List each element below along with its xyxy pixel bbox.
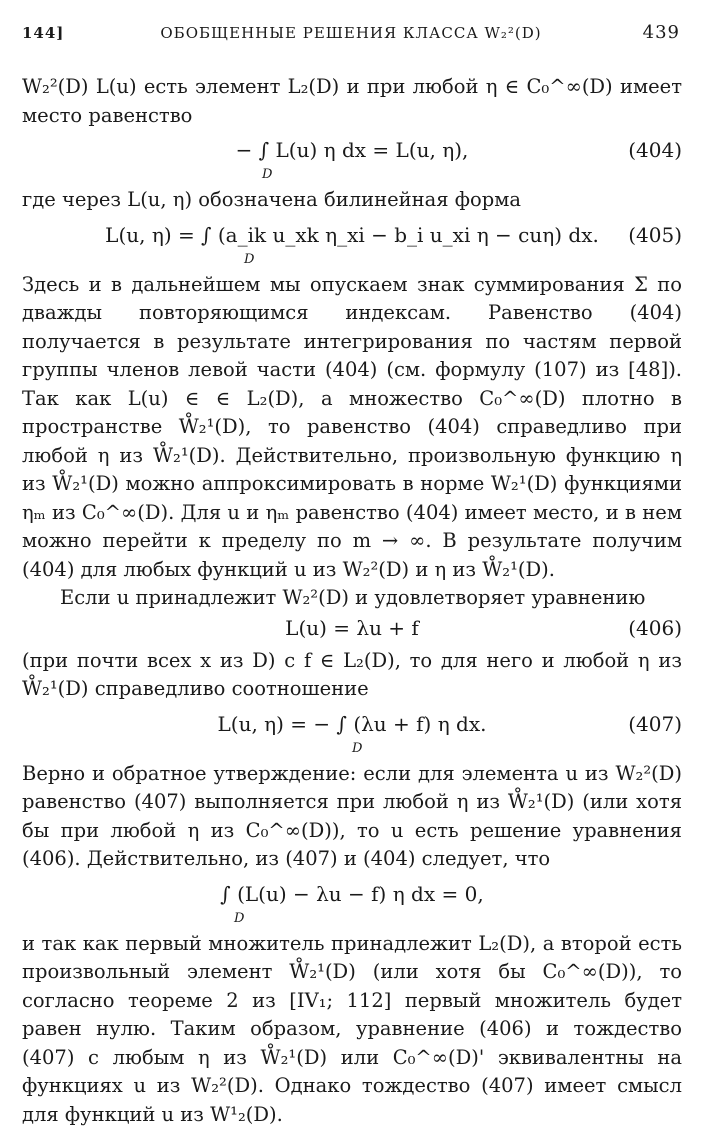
equation-unnumbered <box>22 874 682 930</box>
equation-405-formula: L(u, η) = ∫ (a_ik u_xk η_xi − b_i u_xi η − cuη) dx. <box>105 215 599 255</box>
equation-unnumbered-formula: ∫ (L(u) − λu − f) η dx = 0, <box>220 874 483 914</box>
paragraph-4: Если u принадлежит W₂²(D) и удовлетворяет уравнению <box>22 584 682 613</box>
equation-404-formula: − ∫ L(u) η dx = L(u, η), <box>236 130 469 170</box>
equation-404-number: (404) <box>628 130 682 170</box>
equation-407-domain: D <box>352 742 362 756</box>
running-title: ОБОБЩЕННЫЕ РЕШЕНИЯ КЛАССА W₂²(D) <box>22 24 680 42</box>
equation-406-formula: L(u) = λu + f <box>285 613 419 643</box>
equation-407 <box>22 704 682 760</box>
equation-405 <box>22 215 682 271</box>
section-number: 144] <box>22 24 64 42</box>
equation-unnumbered-domain: D <box>234 912 244 926</box>
paragraph-6: Верно и обратное утверждение: если для элемента u из W₂²(D) равенство (407) выполняется при любой η из W̊₂¹(D) (или хотя бы при любой η из C₀^∞(D)), то u есть решение уравнения (406). Действительно, из (407) и (404) следует, что <box>22 760 682 874</box>
equation-404-domain: D <box>262 168 272 182</box>
paragraph-2: где через L(u, η) обозначена билинейная форма <box>22 186 682 215</box>
page-body <box>22 73 682 1129</box>
paragraph-5: (при почти всех x из D) с f ∈ L₂(D), то для него и любой η из W̊₂¹(D) справедливо соотношение <box>22 647 682 704</box>
paragraph-7: и так как первый множитель принадлежит L₂(D), а второй есть произвольный элемент W̊₂¹(D) (или хотя бы C₀^∞(D)), то согласно теореме 2 из [IV₁; 112] первый множитель будет равен нулю. Таким образом, уравнение (406) и тождество (407) с любым η из W̊₂¹(D) или C₀^∞(D)' эквивалентны на функциях u из W₂²(D). Однако тождество (407) имеет смысл для функций u из W¹₂(D). <box>22 930 682 1129</box>
equation-406-number: (406) <box>628 613 682 643</box>
equation-407-number: (407) <box>628 704 682 744</box>
equation-406 <box>22 613 682 647</box>
running-header <box>22 20 680 50</box>
paragraph-1: W₂²(D) L(u) есть элемент L₂(D) и при любой η ∈ C₀^∞(D) имеет место равенство <box>22 73 682 130</box>
equation-405-domain: D <box>244 253 254 267</box>
page-number: 439 <box>643 22 680 43</box>
paragraph-3: Здесь и в дальнейшем мы опускаем знак суммирования Σ по дважды повторяющимся индексам. Равенство (404) получается в результате интегрирования по частям первой группы членов левой части (404) (см. формулу (107) из [48]). Так как L(u) ∈ ∈ L₂(D), а множество C₀^∞(D) плотно в пространстве W̊₂¹(D), то равенство (404) справедливо при любой η из W̊₂¹(D). Действительно, произвольную функцию η из W̊₂¹(D) можно аппроксимировать в норме W₂¹(D) функциями ηₘ из C₀^∞(D). Для u и ηₘ равенство (404) имеет место, и в нем можно перейти к пределу по m → ∞. В результате получим (404) для любых функций u из W₂²(D) и η из W̊₂¹(D). <box>22 271 682 585</box>
equation-404 <box>22 130 682 186</box>
equation-407-formula: L(u, η) = − ∫ (λu + f) η dx. <box>217 704 486 744</box>
equation-405-number: (405) <box>628 215 682 255</box>
